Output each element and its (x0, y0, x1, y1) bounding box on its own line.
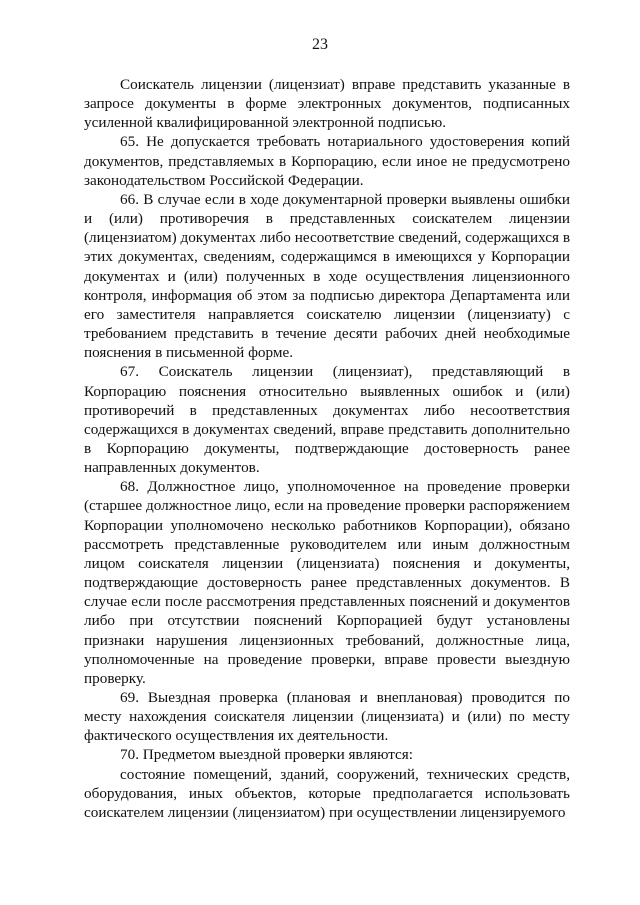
document-body (84, 75, 570, 822)
paragraph-electronic-documents: Соискатель лицензии (лицензиат) вправе представить указанные в запросе документы в форме электронных документов, подписанных усиленной квалифицированной электронной подписью. (84, 76, 570, 132)
paragraph-69: 69. Выездная проверка (плановая и внеплановая) проводится по месту нахождения соискателя лицензии (лицензиата) и (или) по месту фактического осуществления их деятельности. (84, 689, 570, 745)
paragraph-66: 66. В случае если в ходе документарной проверки выявлены ошибки и (или) противоречия в представленных соискателем лицензии (лицензиатом) документах либо несоответствие сведений, содержащихся в этих документах, сведениям, содержащимся в имеющихся у Корпорации документах и (или) полученных в ходе осуществления лицензионного контроля, информация об этом за подписью директора Департамента или его заместителя направляется соискателю лицензии (лицензиату) с требованием представить в течение десяти рабочих дней необходимые пояснения в письменной форме. (84, 190, 570, 362)
paragraph-inspection-subject: состояние помещений, зданий, сооружений, технических средств, оборудования, иных объектов, которые предполагается использовать соискателем лицензии (лицензиатом) при осуществлении лицензируемого (84, 765, 570, 821)
paragraph-70: 70. Предметом выездной проверки являются: (120, 746, 413, 764)
paragraph-65: 65. Не допускается требовать нотариального удостоверения копий документов, представляемых в Корпорацию, если иное не предусмотрено законодательством Российской Федерации. (84, 133, 570, 189)
page-number: 23 (312, 36, 328, 53)
paragraph-67: 67. Соискатель лицензии (лицензиат), представляющий в Корпорацию пояснения относительно выявленных ошибок и (или) противоречий в представленных документах либо несоответствия содержащихся в документах сведений, вправе представить дополнительно в Корпорацию документы, подтверждающие достоверность ранее направленных документов. (84, 363, 570, 477)
paragraph-68: 68. Должностное лицо, уполномоченное на проведение проверки (старшее должностное лицо, если на проведение проверки распоряжением Корпорации уполномочено несколько работников Корпорации), обязано рассмотреть представленные руководителем или иным должностным лицом соискателя лицензии (лицензиата) пояснения и документы, подтверждающие достоверность ранее представленных документов. В случае если после рассмотрения представленных пояснений и документов либо при отсутствии пояснений Корпорацией будут установлены признаки нарушения лицензионных требований, должностные лица, уполномоченные на проведение проверки, вправе провести выездную проверку. (84, 478, 570, 687)
